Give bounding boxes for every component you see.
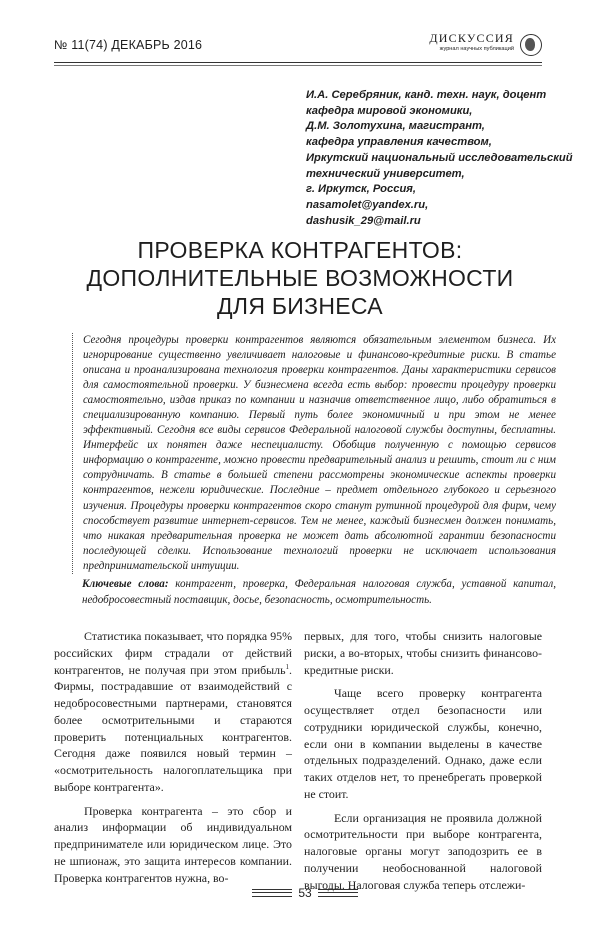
author-line: Д.М. Золотухина, магистрант, — [306, 120, 485, 133]
title-line: ПРОВЕРКА КОНТРАГЕНТОВ: — [137, 237, 463, 263]
abstract — [72, 333, 556, 574]
keywords — [82, 577, 556, 608]
footer-ornament — [318, 889, 358, 897]
paragraph: первых, для того, чтобы снизить налоговые риски, а во-вторых, чтобы снизить финансово-кредитные риски. — [304, 629, 542, 677]
journal-logo — [402, 31, 542, 63]
journal-emblem-icon — [520, 34, 542, 56]
footnote-ref[interactable]: 1 — [285, 662, 290, 671]
author-line: кафедра мировой экономики, — [306, 104, 473, 117]
abstract-text: Сегодня процедуры проверки контрагентов являются обязательным элементом бизнеса. Их игнорирование существенно увеличивает налоговые и финансово-кредитные риски. В статье описана и проанализирована технология проверки контрагентов. Даны характеристики сервисов для самостоятельной проверки. У бизнесмена всегда есть выбор: провести процедуру проверки самостоятельно, издав приказ по компании и назначив ответственное лицо, либо обратиться в специализированную компанию. Первый путь более экономичный и при этом не менее эффективный. Сегодня все виды сервисов Федеральной налоговой службы доступны, бесплатны. Интерфейс их понятен даже неспециалисту. Обобщив полученную с помощью сервисов информацию о контрагенте, можно провести предварительный анализ и решить, стоит ли с ним сотрудничать. В статье в большей степени рассмотрены экономические аспекты проверки контрагентов, нежели юридические. Последние – предмет отдельного глубокого и серьезного изучения. Процедуры проверки контрагентов скоро станут рутинной процедурой для фирм, чему способствует развитие интернет-сервисов. Тем не менее, каждый бизнесмен должен понимать, что никакая предварительная проверка не может дать абсолютной гарантии безопасности последующей сделки. Использование технологий проверки не исключает использования предпринимательской интуиции. — [83, 334, 556, 572]
header-divider — [54, 62, 542, 63]
title-line: ДЛЯ БИЗНЕСА — [217, 293, 383, 319]
paragraph: Если организация не проявила должной осмотрительности при выборе контрагента, налоговые органы могут заподозрить ее в получении необоснованной налоговой выгоды. Налоговая служба теперь отслежи- — [304, 810, 542, 892]
author-line: И.А. Серебряник, канд. техн. наук, доцент — [306, 89, 547, 101]
paragraph: Чаще всего проверку контрагента осуществляет отдел безопасности или сотрудники юридической службы, конечно, если они в компании выделены в качестве отдельных подразделений. Однако, даже если таких отделов нет, то пренебрегать проверкой не стоит. — [304, 686, 542, 801]
author-line: г. Иркутск, Россия, — [306, 183, 416, 196]
body-column-right — [304, 628, 542, 893]
title-line: ДОПОЛНИТЕЛЬНЫЕ ВОЗМОЖНОСТИ — [86, 265, 514, 291]
page-footer — [0, 886, 600, 900]
author-info — [306, 88, 573, 229]
author-email: nasamolet@yandex.ru, — [306, 198, 429, 211]
issue-info: № 11(74) ДЕКАБРЬ 2016 — [54, 38, 203, 52]
author-line: Иркутский национальный исследовательский — [306, 151, 573, 164]
paragraph — [54, 628, 292, 796]
page-number: 53 — [298, 886, 312, 900]
footer-ornament — [252, 889, 292, 897]
keywords-label: Ключевые слова: — [82, 578, 169, 590]
paragraph: Проверка контрагента – это сбор и анализ информации об индивидуальном предпринимателе или юридическом лице. Это не шпионаж, это защита интересов компании. Проверка контрагентов нужна, во- — [54, 803, 292, 885]
author-line: кафедра управления качеством, — [306, 136, 492, 149]
journal-name: ДИСКУССИЯ — [429, 31, 514, 45]
keywords-text: контрагент, проверка, Федеральная налоговая служба, уставной капитал, недобросовестный поставщик, досье, безопасность, осмотрительность. — [82, 578, 556, 606]
paragraph-text: . Фирмы, пострадавшие от взаимодействий с недобросовестными партнерами, становятся более осмотрительными и стараются проверить потенциальных контрагентов. Сегодня даже появился новый термин – «осмотрительность налогоплательщика при выборе контрагента». — [54, 662, 292, 794]
paragraph-text: Статистика показывает, что порядка 95% российских фирм страдали от действий контрагентов, не получая при этом прибыль — [54, 629, 292, 677]
body-column-left — [54, 628, 292, 886]
author-email: dashusik_29@mail.ru — [306, 214, 421, 227]
header-divider-thin — [54, 65, 542, 66]
article-title — [40, 236, 560, 320]
author-line: технический университет, — [306, 167, 465, 180]
journal-subtitle: журнал научных публикаций — [439, 46, 514, 52]
